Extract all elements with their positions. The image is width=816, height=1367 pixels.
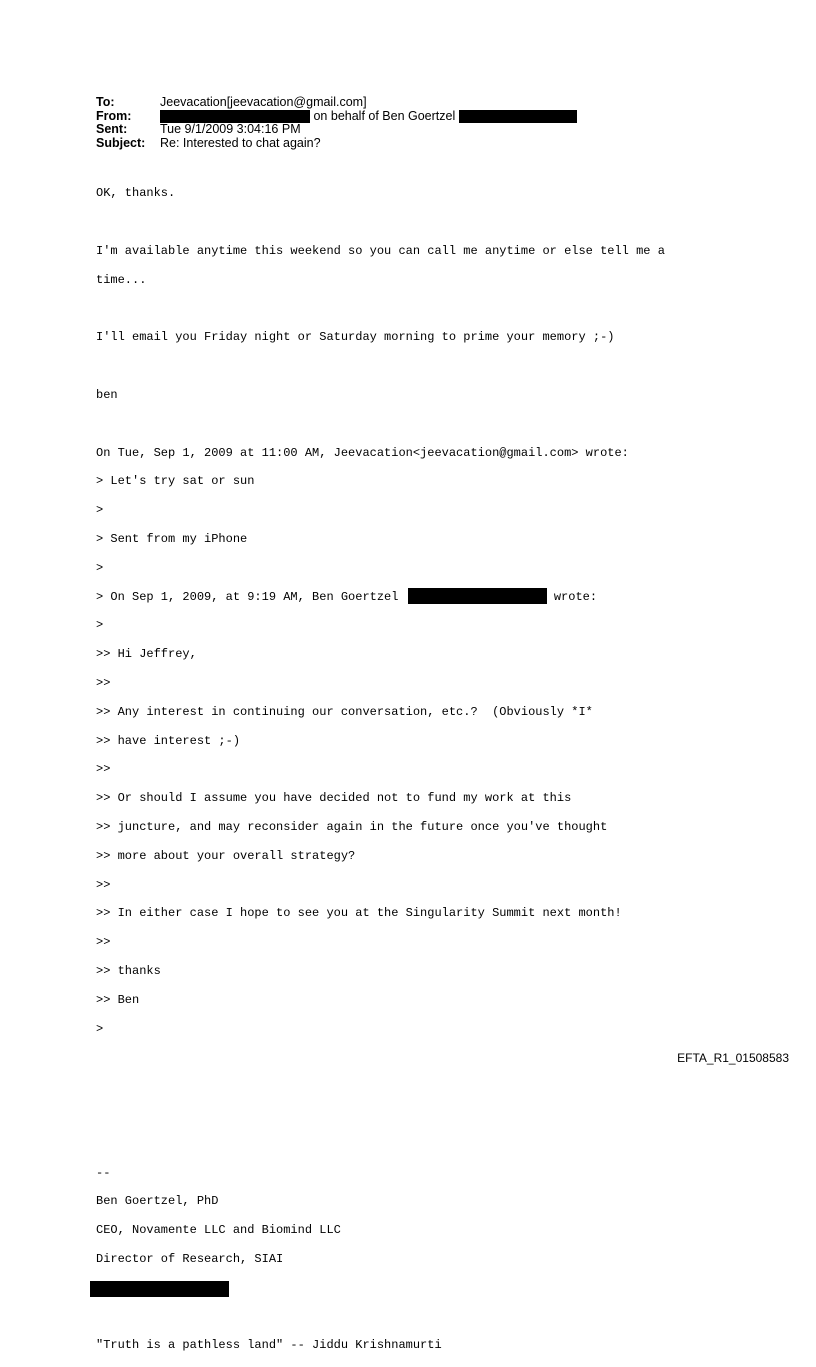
blank-line — [96, 1108, 665, 1122]
quote-line: > — [96, 560, 104, 575]
body-line: I'm available anytime this weekend so you can call me anytime or else tell me a — [96, 244, 665, 258]
quote-line: >> Any interest in continuing our conversation, etc.? (Obviously *I* — [96, 704, 593, 719]
quote-line: >> have interest ;-) — [96, 733, 241, 748]
signature-dashes: -- — [96, 1165, 111, 1180]
redaction-box — [160, 110, 310, 123]
quote-line: > — [96, 1021, 104, 1036]
quote-line: > Sent from my iPhone — [96, 531, 248, 546]
redaction-box — [408, 588, 547, 604]
signature-redaction-line — [96, 1281, 665, 1295]
blank-line — [96, 1137, 665, 1151]
quote-text: wrote: — [546, 589, 598, 604]
subject-value: Re: Interested to chat again? — [160, 135, 321, 150]
body-line: OK, thanks. — [96, 186, 176, 201]
blank-line — [96, 359, 665, 373]
document-id: EFTA_R1_01508583 — [677, 1051, 789, 1065]
quote-text: > On Sep 1, 2009, at 9:19 AM, Ben Goertzel — [96, 589, 406, 604]
blank-line — [96, 302, 665, 316]
signature-title: Director of Research, SIAI — [96, 1251, 284, 1266]
blank-line — [96, 1050, 665, 1064]
signature-name: Ben Goertzel, PhD — [96, 1194, 219, 1209]
redaction-box — [459, 110, 577, 123]
quote-line: >> — [96, 762, 111, 777]
quote-line — [96, 590, 665, 604]
email-body — [96, 172, 665, 1367]
blank-line — [96, 1309, 665, 1323]
from-label: From: — [96, 108, 132, 123]
from-value: on behalf of Ben Goertzel — [313, 108, 456, 123]
quote-line: >> more about your overall strategy? — [96, 848, 356, 863]
body-line: time... — [96, 272, 147, 287]
sent-label: Sent: — [96, 122, 128, 136]
to-value: Jeevacation[jeevacation@gmail.com] — [160, 95, 367, 109]
sent-value: Tue 9/1/2009 3:04:16 PM — [160, 122, 301, 136]
body-line: ben — [96, 387, 118, 402]
quote-line: >> — [96, 935, 111, 950]
quote-line: > — [96, 503, 104, 518]
body-line: I'll email you Friday night or Saturday morning to prime your memory ;-) — [96, 330, 615, 345]
subject-label: Subject: — [96, 135, 146, 150]
quote-line: >> In either case I hope to see you at the Singularity Summit next month! — [96, 906, 622, 921]
blank-line — [96, 1079, 665, 1093]
quote-line: >> Hi Jeffrey, — [96, 647, 197, 662]
quote-line: >> — [96, 877, 111, 892]
signature-title: CEO, Novamente LLC and Biomind LLC — [96, 1223, 341, 1238]
quote-line: >> — [96, 675, 111, 690]
from-value-wrap — [160, 110, 577, 124]
signature-quote: "Truth is a pathless land" -- Jiddu Krishnamurti — [96, 1338, 442, 1353]
quote-line: >> juncture, and may reconsider again in the future once you've thought — [96, 819, 608, 834]
quote-line: > — [96, 618, 104, 633]
quote-line: >> Ben — [96, 992, 140, 1007]
redaction-box — [90, 1281, 229, 1297]
quote-line: >> thanks — [96, 963, 161, 978]
quote-line: On Tue, Sep 1, 2009 at 11:00 AM, Jeevacation<jeevacation@gmail.com> wrote: — [96, 445, 629, 460]
to-label: To: — [96, 95, 115, 109]
blank-line — [96, 417, 665, 431]
blank-line — [96, 215, 665, 229]
quote-line: >> Or should I assume you have decided not to fund my work at this — [96, 791, 572, 806]
quote-line: > Let's try sat or sun — [96, 474, 255, 489]
